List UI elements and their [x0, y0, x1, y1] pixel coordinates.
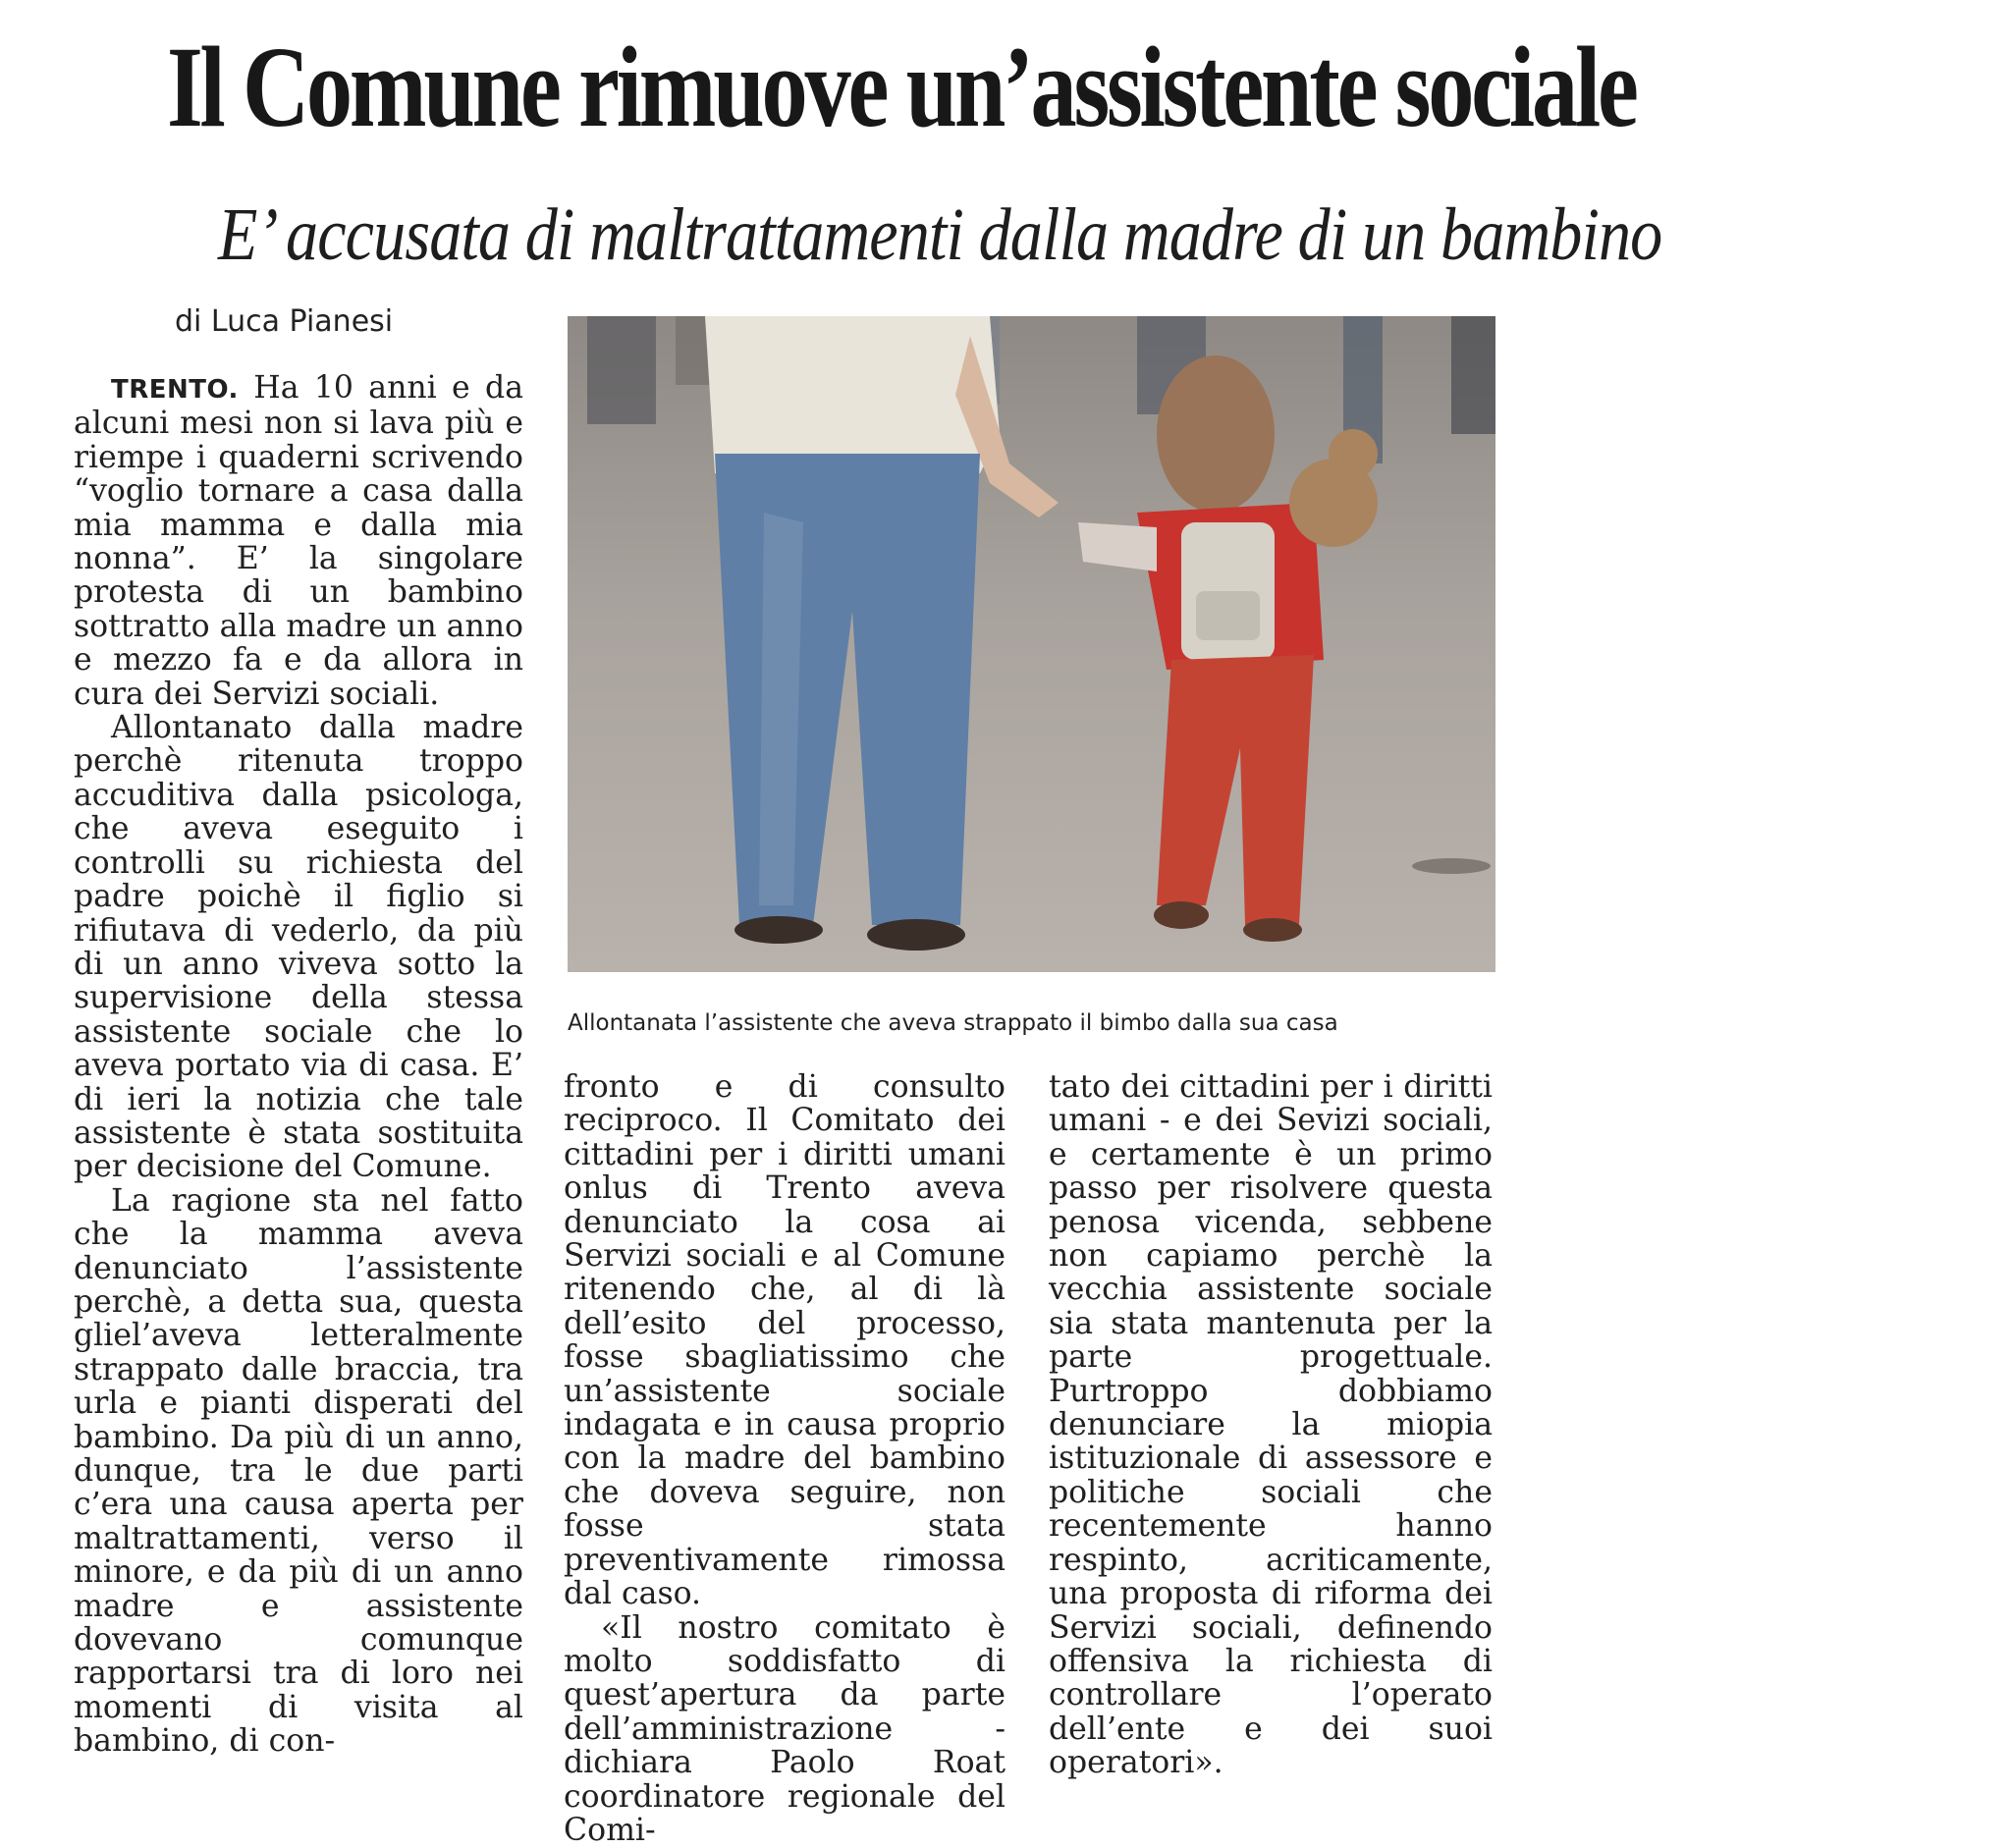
paragraph: Allontanato dalla madre perchè ritenuta troppo accuditiva dalla psicologa, che aveva eseguito i controlli su richiesta del padre poichè il figlio si rifiutava di vederlo, da più di un anno viveva sotto la supervisione della stessa assistente sociale che lo aveva portato via di casa. E’ di ieri la notizia che tale assistente è stata sostituita per decisione del Comune.: [74, 710, 523, 1185]
paragraph: «Il nostro comitato è molto soddisfatto di quest’apertura da parte dell’amministrazione - dichiara Paolo Roat coordinatore regionale del Comi-: [564, 1609, 1006, 1848]
headline: Il Comune rimuove un’assistente sociale: [167, 23, 1636, 151]
paragraph: tato dei cittadini per i diritti umani - e dei Sevizi sociali, e certamente è un primo passo per risolvere questa penosa vicenda, sebbene non capiamo perchè la vecchia assistente sociale sia stata mantenuta per la parte progettuale. Purtroppo dobbiamo denunciare la miopia istituzionale di assessore e politiche sociali che recentemente hanno respinto, acriticamente, una proposta di riforma dei Servizi sociali, definendo offensiva la richiesta di controllare l’operato dell’ente e dei suoi operatori».: [1049, 1069, 1493, 1781]
paragraph: [74, 371, 523, 711]
dateline: TRENTO.: [111, 375, 239, 405]
article-column-2: [564, 1070, 1006, 1847]
byline: di Luca Pianesi: [175, 304, 394, 339]
paragraph: La ragione sta nel fatto che la mamma aveva denunciato l’assistente perchè, a detta sua, questa gliel’aveva letteralmente strappato dalle braccia, tra urla e pianti disperati del bambino. Da più di un anno, dunque, tra le due parti c’era una causa aperta per maltrattamenti, verso il minore, e da più di un anno madre e assistente dovevano comunque rapportarsi tra di loro nei momenti di visita al bambino, di con-: [74, 1182, 523, 1760]
paragraph-text: Ha 10 anni e da alcuni mesi non si lava più e riempe i quaderni scrivendo “voglio tornare a casa dalla mia mamma e dalla mia nonna”. E’ la singolare protesta di un bambino sottratto alla madre un anno e mezzo fa e da allora in cura dei Servizi sociali.: [74, 370, 523, 712]
article-column-1: [74, 371, 523, 1759]
article-photo: [568, 316, 1495, 972]
article-column-3: [1049, 1070, 1493, 1780]
photo-illustration: [568, 316, 1495, 972]
subheadline: E’ accusata di maltrattamenti dalla madre di un bambino: [218, 193, 1662, 276]
paragraph: fronto e di consulto reciproco. Il Comitato dei cittadini per i diritti umani onlus di Trento aveva denunciato la cosa ai Servizi sociali e al Comune ritenendo che, al di là dell’esito del processo, fosse sbagliatissimo che un’assistente sociale indagata e in causa proprio con la madre del bambino che doveva seguire, non fosse stata preventivamente rimossa dal caso.: [564, 1069, 1006, 1612]
photo-caption: Allontanata l’assistente che aveva strappato il bimbo dalla sua casa: [568, 1010, 1338, 1036]
